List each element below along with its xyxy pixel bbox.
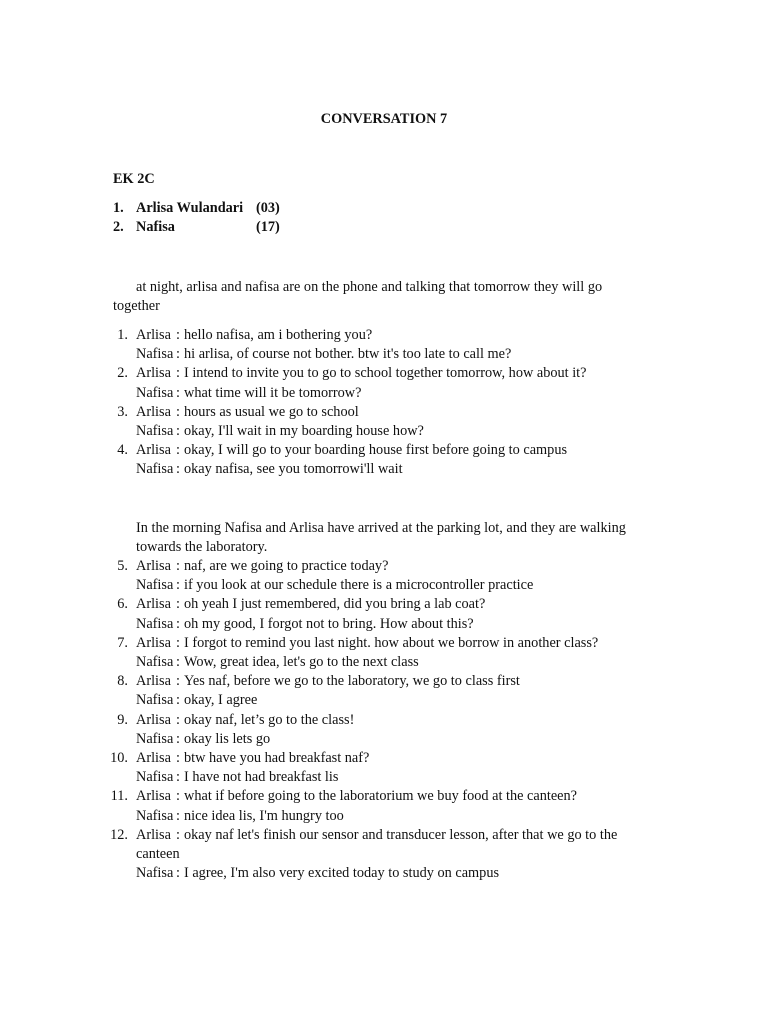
dialogue-number: 10. <box>110 750 128 766</box>
dialogue-number: 3. <box>117 403 128 420</box>
speaker-colon: : <box>176 634 180 651</box>
dialogue-number: 11. <box>110 788 128 805</box>
speaker-name: Nafisa <box>136 865 174 882</box>
speaker-name: Arlisa <box>136 826 171 843</box>
speaker-name: Nafisa <box>136 461 174 478</box>
speaker-colon: : <box>176 711 180 728</box>
speaker-name: Nafisa <box>136 346 174 363</box>
speaker-colon: : <box>176 654 180 670</box>
member-name: Arlisa Wulandari <box>136 200 244 216</box>
speaker-colon: : <box>176 577 180 594</box>
dialogue-text: Wow, great idea, let's go to the next class <box>184 654 419 670</box>
speaker-name: Nafisa <box>136 384 174 401</box>
scene-description: at night, arlisa and nafisa are on the phone and talking that tomorrow they will go together <box>113 279 603 315</box>
speaker-name: Nafisa <box>136 807 174 824</box>
dialogue-number: 6. <box>117 596 128 613</box>
speaker-name: Arlisa <box>136 442 171 459</box>
dialogue-text: I agree, I'm also very excited today to study on campus <box>184 865 500 882</box>
dialogue-text: okay lis lets go <box>184 730 271 747</box>
speaker-colon: : <box>176 365 180 382</box>
dialogue-number: 7. <box>117 634 128 651</box>
speaker-name: Arlisa <box>136 788 171 805</box>
scene-description: In the morning Nafisa and Arlisa have arrived at the parking lot, and they are walking towards the laboratory. <box>136 520 626 556</box>
dialogue-text: Yes naf, before we go to the laboratory, we go to class first <box>184 673 520 690</box>
speaker-colon: : <box>176 403 180 420</box>
speaker-colon: : <box>176 750 180 766</box>
dialogue-text: if you look at our schedule there is a microcontroller practice <box>184 577 534 594</box>
speaker-colon: : <box>176 730 180 747</box>
member-name: Nafisa <box>136 219 175 235</box>
dialogue-text: okay, I'll wait in my boarding house how? <box>184 423 424 439</box>
dialogue-text: okay, I will go to your boarding house first before going to campus <box>184 442 568 459</box>
speaker-colon: : <box>176 865 180 882</box>
dialogue-number: 12. <box>110 826 128 843</box>
speaker-colon: : <box>176 558 180 574</box>
dialogue-number: 5. <box>117 558 128 574</box>
member-id: (17) <box>256 219 280 235</box>
speaker-name: Nafisa <box>136 730 174 747</box>
speaker-name: Arlisa <box>136 365 171 382</box>
dialogue-text: what time will it be tomorrow? <box>184 384 362 401</box>
dialogue-text: oh yeah I just remembered, did you bring a lab coat? <box>184 596 486 613</box>
dialogue-number: 1. <box>117 327 128 343</box>
dialogue-text: okay naf, let’s go to the class! <box>184 711 355 728</box>
speaker-colon: : <box>176 596 180 613</box>
speaker-colon: : <box>176 826 180 843</box>
dialogue-text: okay, I agree <box>184 692 258 709</box>
speaker-name: Arlisa <box>136 673 171 690</box>
speaker-name: Nafisa <box>136 769 174 786</box>
speaker-name: Nafisa <box>136 423 174 439</box>
dialogue-number: 2. <box>117 365 128 382</box>
speaker-colon: : <box>176 384 180 401</box>
speaker-colon: : <box>176 769 180 786</box>
dialogue-text: okay naf let's finish our sensor and transducer lesson, after that we go to the <box>184 826 618 843</box>
speaker-name: Arlisa <box>136 634 171 651</box>
speaker-name: Arlisa <box>136 327 171 343</box>
member-number: 2. <box>113 219 124 235</box>
speaker-name: Arlisa <box>136 558 171 574</box>
dialogue-number: 8. <box>117 673 128 690</box>
speaker-colon: : <box>176 327 180 343</box>
dialogue-number: 9. <box>117 711 128 728</box>
dialogue-text: hi arlisa, of course not bother. btw it's too late to call me? <box>184 346 512 363</box>
dialogue-number: 4. <box>117 442 128 459</box>
speaker-colon: : <box>176 615 180 632</box>
speaker-colon: : <box>176 692 180 709</box>
dialogue-text: I intend to invite you to go to school together tomorrow, how about it? <box>184 365 587 382</box>
speaker-colon: : <box>176 461 180 478</box>
speaker-name: Nafisa <box>136 577 174 594</box>
speaker-colon: : <box>176 807 180 824</box>
dialogue-text: I forgot to remind you last night. how about we borrow in another class? <box>184 634 599 651</box>
class-name: EK 2C <box>113 171 155 187</box>
dialogue-text: what if before going to the laboratorium we buy food at the canteen? <box>184 788 578 805</box>
speaker-colon: : <box>176 442 180 459</box>
dialogue-text: nice idea lis, I'm hungry too <box>184 807 344 824</box>
speaker-name: Nafisa <box>136 615 174 632</box>
speaker-name: Arlisa <box>136 403 171 420</box>
dialogue-text: hello nafisa, am i bothering you? <box>184 327 373 343</box>
speaker-name: Nafisa <box>136 692 174 709</box>
dialogue-text: okay nafisa, see you tomorrowi'll wait <box>184 461 403 478</box>
dialogue-text: hours as usual we go to school <box>184 403 359 420</box>
speaker-colon: : <box>176 673 180 690</box>
member-number: 1. <box>113 200 124 216</box>
member-id: (03) <box>256 200 280 216</box>
speaker-name: Arlisa <box>136 711 171 728</box>
dialogue-text: oh my good, I forgot not to bring. How about this? <box>184 615 474 632</box>
speaker-colon: : <box>176 788 180 805</box>
speaker-name: Arlisa <box>136 596 171 613</box>
speaker-name: Arlisa <box>136 750 171 766</box>
speaker-name: Nafisa <box>136 654 174 670</box>
speaker-colon: : <box>176 346 180 363</box>
dialogue-text-continued: canteen <box>136 846 180 862</box>
dialogue-text: btw have you had breakfast naf? <box>184 750 370 766</box>
dialogue-text: naf, are we going to practice today? <box>184 558 389 574</box>
speaker-colon: : <box>176 423 180 439</box>
dialogue-text: I have not had breakfast lis <box>184 769 339 786</box>
page-title: CONVERSATION 7 <box>320 111 448 127</box>
